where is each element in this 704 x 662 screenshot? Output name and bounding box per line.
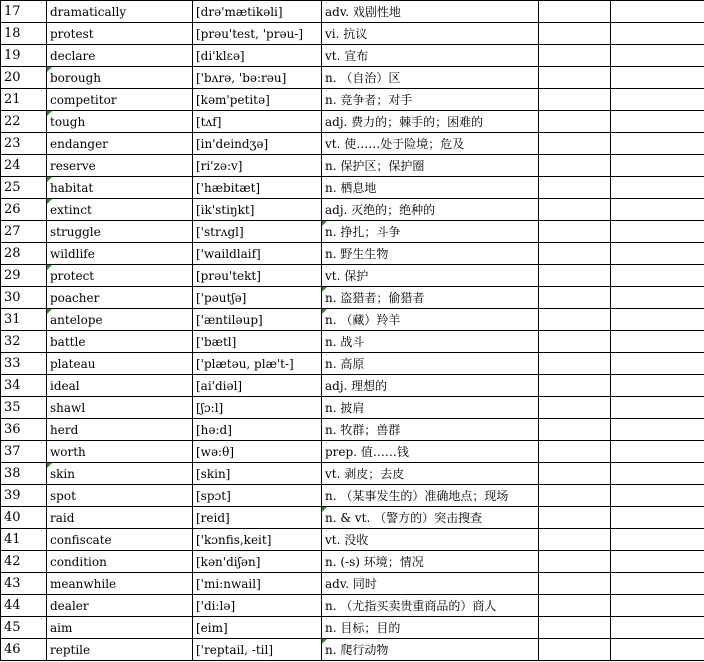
empty-cell (611, 463, 704, 485)
phonetic-cell: [prəu'tekt] (193, 265, 322, 287)
phonetic-cell: [reid] (193, 507, 322, 529)
row-number-cell: 38 (1, 463, 47, 485)
empty-cell (539, 397, 611, 419)
row-number-cell: 21 (1, 89, 47, 111)
empty-cell (611, 177, 704, 199)
meaning-cell: n. 竞争者；对手 (322, 89, 539, 111)
empty-cell (539, 67, 611, 89)
row-number-cell: 36 (1, 419, 47, 441)
meaning-cell: n. 战斗 (322, 331, 539, 353)
meaning-cell: n. （藏）羚羊 (322, 309, 539, 331)
row-number-cell: 44 (1, 595, 47, 617)
phonetic-cell: [spɔt] (193, 485, 322, 507)
table-row (1, 23, 704, 45)
table-row (1, 221, 704, 243)
meaning-cell: n. (-s) 环境；情况 (322, 551, 539, 573)
phonetic-cell: ['strʌgl] (193, 221, 322, 243)
table-row (1, 617, 704, 639)
row-number-cell: 43 (1, 573, 47, 595)
empty-cell (539, 507, 611, 529)
empty-cell (611, 353, 704, 375)
word-cell: protect (47, 265, 193, 287)
empty-cell (611, 529, 704, 551)
phonetic-cell: [ik'stiŋkt] (193, 199, 322, 221)
table-row (1, 419, 704, 441)
meaning-cell: n. （自治）区 (322, 67, 539, 89)
row-number-cell: 27 (1, 221, 47, 243)
meaning-cell: n. 目标；目的 (322, 617, 539, 639)
word-cell: wildlife (47, 243, 193, 265)
table-row (1, 133, 704, 155)
empty-cell (539, 419, 611, 441)
empty-cell (611, 199, 704, 221)
word-cell: skin (47, 463, 193, 485)
table-row (1, 507, 704, 529)
table-row (1, 463, 704, 485)
phonetic-cell: [ri'zə:v] (193, 155, 322, 177)
empty-cell (611, 155, 704, 177)
table-row (1, 111, 704, 133)
meaning-cell: n. （尤指买卖贵重商品的）商人 (322, 595, 539, 617)
word-cell: ideal (47, 375, 193, 397)
row-number-cell: 23 (1, 133, 47, 155)
meaning-cell: adv. 戏剧性地 (322, 1, 539, 23)
empty-cell (611, 45, 704, 67)
empty-cell (539, 331, 611, 353)
empty-cell (611, 595, 704, 617)
word-cell: competitor (47, 89, 193, 111)
meaning-cell: vt. 没收 (322, 529, 539, 551)
word-cell: antelope (47, 309, 193, 331)
meaning-cell: n. 披肩 (322, 397, 539, 419)
row-number-cell: 25 (1, 177, 47, 199)
table-row (1, 1, 704, 23)
empty-cell (539, 265, 611, 287)
meaning-cell: n. & vt. （警方的）突击搜查 (322, 507, 539, 529)
empty-cell (539, 23, 611, 45)
table-row (1, 639, 704, 661)
empty-cell (539, 639, 611, 661)
word-cell: condition (47, 551, 193, 573)
row-number-cell: 42 (1, 551, 47, 573)
empty-cell (611, 23, 704, 45)
row-number-cell: 40 (1, 507, 47, 529)
row-number-cell: 41 (1, 529, 47, 551)
phonetic-cell: ['kɔnfis,keit] (193, 529, 322, 551)
meaning-cell: vt. 保护 (322, 265, 539, 287)
table-row (1, 441, 704, 463)
meaning-cell: n. 栖息地 (322, 177, 539, 199)
empty-cell (611, 639, 704, 661)
empty-cell (539, 353, 611, 375)
empty-cell (539, 177, 611, 199)
meaning-cell: vt. 使……处于险境；危及 (322, 133, 539, 155)
word-cell: dealer (47, 595, 193, 617)
table-row (1, 353, 704, 375)
meaning-cell: vt. 宣布 (322, 45, 539, 67)
phonetic-cell: [prəu'test, 'prəu-] (193, 23, 322, 45)
phonetic-cell: ['hæbitæt] (193, 177, 322, 199)
phonetic-cell: [ai'diəl] (193, 375, 322, 397)
meaning-cell: n. 保护区；保护圈 (322, 155, 539, 177)
word-cell: worth (47, 441, 193, 463)
row-number-cell: 34 (1, 375, 47, 397)
phonetic-cell: [drə'mætikəli] (193, 1, 322, 23)
phonetic-cell: [tʌf] (193, 111, 322, 133)
table-body (1, 1, 704, 661)
empty-cell (539, 133, 611, 155)
row-number-cell: 45 (1, 617, 47, 639)
meaning-cell: n. 野生生物 (322, 243, 539, 265)
empty-cell (611, 551, 704, 573)
table-row (1, 89, 704, 111)
row-number-cell: 20 (1, 67, 47, 89)
word-cell: reserve (47, 155, 193, 177)
empty-cell (539, 1, 611, 23)
empty-cell (539, 375, 611, 397)
empty-cell (539, 243, 611, 265)
empty-cell (611, 441, 704, 463)
table-row (1, 243, 704, 265)
word-cell: habitat (47, 177, 193, 199)
phonetic-cell: [di'klεə] (193, 45, 322, 67)
table-row (1, 67, 704, 89)
phonetic-cell: [kəm'petitə] (193, 89, 322, 111)
word-cell: meanwhile (47, 573, 193, 595)
word-cell: protest (47, 23, 193, 45)
meaning-cell: prep. 值……钱 (322, 441, 539, 463)
row-number-cell: 33 (1, 353, 47, 375)
row-number-cell: 17 (1, 1, 47, 23)
phonetic-cell: [kən'diʃən] (193, 551, 322, 573)
meaning-cell: adv. 同时 (322, 573, 539, 595)
table-row (1, 397, 704, 419)
phonetic-cell: [ʃɔ:l] (193, 397, 322, 419)
meaning-cell: n. 盗猎者；偷猎者 (322, 287, 539, 309)
row-number-cell: 31 (1, 309, 47, 331)
row-number-cell: 37 (1, 441, 47, 463)
empty-cell (611, 133, 704, 155)
empty-cell (611, 617, 704, 639)
row-number-cell: 46 (1, 639, 47, 661)
word-cell: reptile (47, 639, 193, 661)
empty-cell (539, 221, 611, 243)
row-number-cell: 28 (1, 243, 47, 265)
word-cell: battle (47, 331, 193, 353)
meaning-cell: n. 挣扎；斗争 (322, 221, 539, 243)
empty-cell (539, 441, 611, 463)
empty-cell (611, 309, 704, 331)
empty-cell (611, 375, 704, 397)
word-cell: shawl (47, 397, 193, 419)
empty-cell (611, 1, 704, 23)
row-number-cell: 35 (1, 397, 47, 419)
empty-cell (539, 309, 611, 331)
phonetic-cell: [skin] (193, 463, 322, 485)
table-row (1, 45, 704, 67)
empty-cell (611, 265, 704, 287)
empty-cell (611, 111, 704, 133)
word-cell: tough (47, 111, 193, 133)
empty-cell (611, 485, 704, 507)
phonetic-cell: ['bʌrə, 'bə:rəu] (193, 67, 322, 89)
word-cell: borough (47, 67, 193, 89)
row-number-cell: 18 (1, 23, 47, 45)
phonetic-cell: ['pəutʃə] (193, 287, 322, 309)
empty-cell (539, 551, 611, 573)
meaning-cell: n. 牧群；兽群 (322, 419, 539, 441)
word-cell: struggle (47, 221, 193, 243)
meaning-cell: vi. 抗议 (322, 23, 539, 45)
empty-cell (611, 573, 704, 595)
row-number-cell: 22 (1, 111, 47, 133)
empty-cell (539, 529, 611, 551)
word-cell: declare (47, 45, 193, 67)
empty-cell (539, 595, 611, 617)
meaning-cell: n. 爬行动物 (322, 639, 539, 661)
word-cell: extinct (47, 199, 193, 221)
word-cell: raid (47, 507, 193, 529)
table-row (1, 265, 704, 287)
empty-cell (539, 89, 611, 111)
empty-cell (539, 617, 611, 639)
row-number-cell: 29 (1, 265, 47, 287)
table-row (1, 551, 704, 573)
empty-cell (611, 419, 704, 441)
table-row (1, 595, 704, 617)
phonetic-cell: ['mi:nwail] (193, 573, 322, 595)
phonetic-cell: [in'deindʒə] (193, 133, 322, 155)
row-number-cell: 30 (1, 287, 47, 309)
phonetic-cell: ['reptail, -til] (193, 639, 322, 661)
empty-cell (611, 89, 704, 111)
table-row (1, 331, 704, 353)
empty-cell (611, 243, 704, 265)
word-cell: endanger (47, 133, 193, 155)
table-row (1, 573, 704, 595)
table-row (1, 309, 704, 331)
empty-cell (611, 221, 704, 243)
phonetic-cell: ['di:lə] (193, 595, 322, 617)
meaning-cell: adj. 理想的 (322, 375, 539, 397)
meaning-cell: vt. 剥皮；去皮 (322, 463, 539, 485)
table-row (1, 485, 704, 507)
word-cell: dramatically (47, 1, 193, 23)
phonetic-cell: [hə:d] (193, 419, 322, 441)
phonetic-cell: [eim] (193, 617, 322, 639)
phonetic-cell: ['waildlaif] (193, 243, 322, 265)
word-cell: herd (47, 419, 193, 441)
word-cell: confiscate (47, 529, 193, 551)
empty-cell (611, 397, 704, 419)
row-number-cell: 32 (1, 331, 47, 353)
row-number-cell: 24 (1, 155, 47, 177)
empty-cell (539, 45, 611, 67)
word-cell: poacher (47, 287, 193, 309)
table-row (1, 529, 704, 551)
empty-cell (611, 507, 704, 529)
empty-cell (539, 463, 611, 485)
empty-cell (611, 287, 704, 309)
meaning-cell: n. 高原 (322, 353, 539, 375)
meaning-cell: n. （某事发生的）准确地点；现场 (322, 485, 539, 507)
word-cell: plateau (47, 353, 193, 375)
table-row (1, 375, 704, 397)
table-row (1, 287, 704, 309)
word-cell: spot (47, 485, 193, 507)
meaning-cell: adj. 费力的；棘手的；困难的 (322, 111, 539, 133)
empty-cell (539, 573, 611, 595)
phonetic-cell: ['plætəu, plæ't-] (193, 353, 322, 375)
word-cell: aim (47, 617, 193, 639)
meaning-cell: adj. 灭绝的；绝种的 (322, 199, 539, 221)
row-number-cell: 19 (1, 45, 47, 67)
empty-cell (539, 111, 611, 133)
empty-cell (611, 67, 704, 89)
empty-cell (539, 155, 611, 177)
row-number-cell: 26 (1, 199, 47, 221)
phonetic-cell: ['bætl] (193, 331, 322, 353)
phonetic-cell: ['æntiləup] (193, 309, 322, 331)
phonetic-cell: [wə:θ] (193, 441, 322, 463)
empty-cell (539, 199, 611, 221)
empty-cell (539, 287, 611, 309)
table-row (1, 155, 704, 177)
row-number-cell: 39 (1, 485, 47, 507)
table-row (1, 177, 704, 199)
empty-cell (539, 485, 611, 507)
empty-cell (611, 331, 704, 353)
table-row (1, 199, 704, 221)
